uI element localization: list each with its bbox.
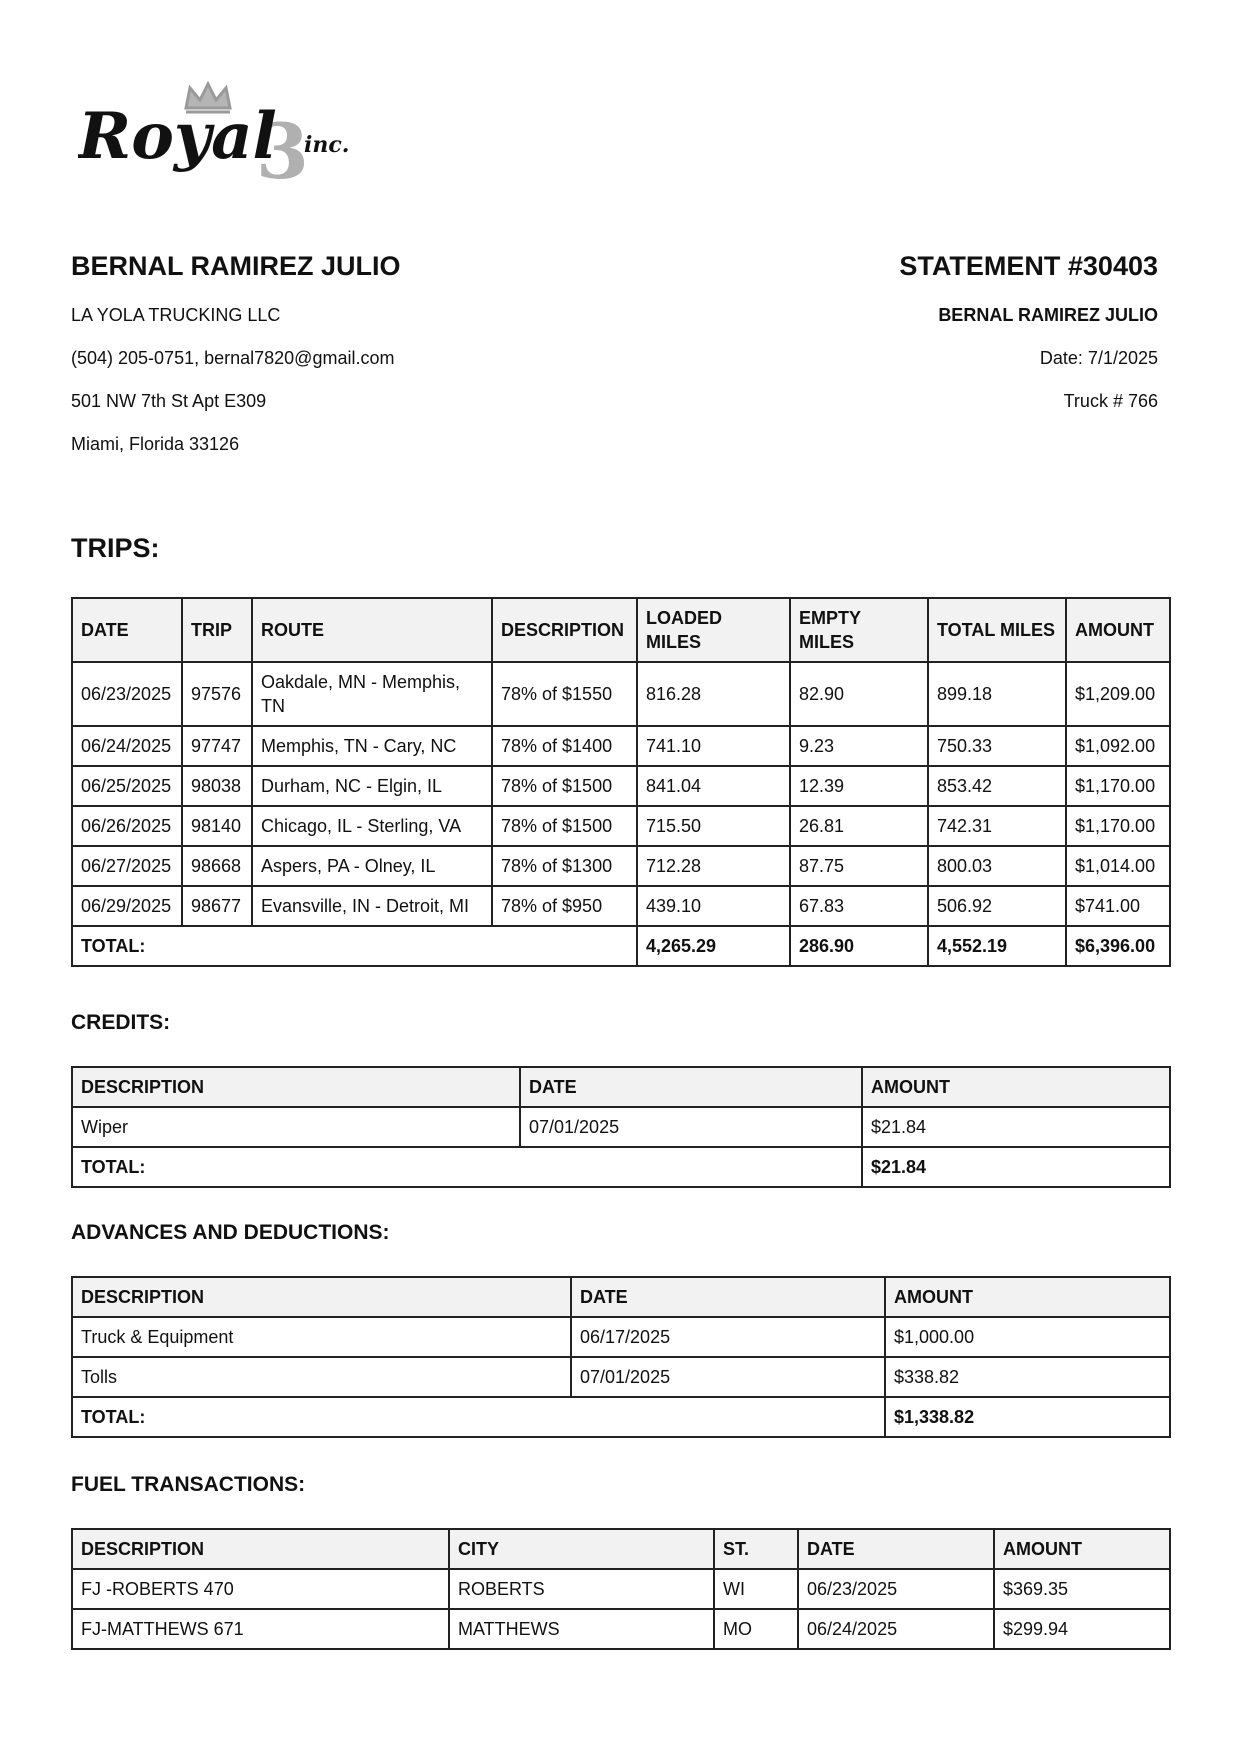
trip-description: 78% of $1500: [492, 806, 637, 846]
trip-description: 78% of $1500: [492, 766, 637, 806]
trip-total-miles: 506.92: [928, 886, 1066, 926]
table-row: [72, 766, 1170, 806]
table-row: [72, 1317, 1170, 1357]
trip-date: 06/27/2025: [72, 846, 182, 886]
col-description: DESCRIPTION: [72, 1529, 449, 1569]
trip-empty-miles: 26.81: [790, 806, 928, 846]
credits-header-row: [72, 1067, 1170, 1107]
fuel-title: FUEL TRANSACTIONS:: [71, 1473, 306, 1496]
trip-route: Chicago, IL - Sterling, VA: [252, 806, 492, 846]
driver-address-line2: Miami, Florida 33126: [71, 434, 240, 454]
trip-loaded-miles: 715.50: [637, 806, 790, 846]
trip-amount: $1,092.00: [1066, 726, 1170, 766]
fuel-description: FJ -ROBERTS 470: [72, 1569, 449, 1609]
deductions-header-row: [72, 1277, 1170, 1317]
col-city: CITY: [449, 1529, 714, 1569]
trip-date: 06/23/2025: [72, 662, 182, 726]
driver-address-line1: 501 NW 7th St Apt E309: [71, 391, 267, 411]
trip-loaded-miles: 741.10: [637, 726, 790, 766]
col-amount: AMOUNT: [862, 1067, 1170, 1107]
fuel-header-row: [72, 1529, 1170, 1569]
trip-empty-miles: 12.39: [790, 766, 928, 806]
fuel-date: 06/23/2025: [798, 1569, 994, 1609]
trip-total-miles: 750.33: [928, 726, 1066, 766]
credits-title: CREDITS:: [71, 1011, 171, 1034]
total-label: TOTAL:: [72, 926, 637, 966]
fuel-state: WI: [714, 1569, 798, 1609]
table-row: [72, 886, 1170, 926]
deduction-description: Tolls: [72, 1357, 571, 1397]
trip-number: 97747: [182, 726, 252, 766]
trip-total-miles: 853.42: [928, 766, 1066, 806]
col-description: DESCRIPTION: [72, 1277, 571, 1317]
col-empty-miles: EMPTY MILES: [790, 598, 928, 662]
fuel-state: MO: [714, 1609, 798, 1649]
credit-amount: $21.84: [862, 1107, 1170, 1147]
col-date: DATE: [72, 598, 182, 662]
deductions-total-row: [72, 1397, 1170, 1437]
logo-number: 3: [256, 107, 309, 190]
driver-info: [71, 250, 401, 476]
total-miles: 4,552.19: [928, 926, 1066, 966]
driver-company: LA YOLA TRUCKING LLC: [71, 305, 281, 325]
table-row: [72, 1357, 1170, 1397]
deduction-description: Truck & Equipment: [72, 1317, 571, 1357]
statement-driver-name: BERNAL RAMIREZ JULIO: [938, 305, 1158, 325]
credits-total-row: [72, 1147, 1170, 1187]
trip-empty-miles: 87.75: [790, 846, 928, 886]
trip-loaded-miles: 439.10: [637, 886, 790, 926]
col-date: DATE: [571, 1277, 885, 1317]
trip-date: 06/26/2025: [72, 806, 182, 846]
total-loaded-miles: 4,265.29: [637, 926, 790, 966]
table-row: [72, 1609, 1170, 1649]
trips-header-row: [72, 598, 1170, 662]
col-amount: AMOUNT: [1066, 598, 1170, 662]
table-row: [72, 1107, 1170, 1147]
trips-title: TRIPS:: [71, 533, 160, 563]
logo-suffix: inc.: [304, 132, 350, 158]
fuel-amount: $299.94: [994, 1609, 1170, 1649]
trip-description: 78% of $1400: [492, 726, 637, 766]
statement-info: [899, 250, 1158, 433]
total-label: TOTAL:: [72, 1147, 862, 1187]
trip-total-miles: 899.18: [928, 662, 1066, 726]
fuel-table: [71, 1528, 1171, 1650]
statement-date: Date: 7/1/2025: [1039, 348, 1158, 368]
trip-route: Durham, NC - Elgin, IL: [252, 766, 492, 806]
trip-empty-miles: 9.23: [790, 726, 928, 766]
deduction-amount: $1,000.00: [885, 1317, 1170, 1357]
col-description: DESCRIPTION: [72, 1067, 520, 1107]
trip-empty-miles: 82.90: [790, 662, 928, 726]
trip-amount: $1,170.00: [1066, 766, 1170, 806]
trip-number: 98677: [182, 886, 252, 926]
trip-route: Oakdale, MN - Memphis, TN: [252, 662, 492, 726]
col-trip: TRIP: [182, 598, 252, 662]
credit-date: 07/01/2025: [520, 1107, 862, 1147]
table-row: [72, 1569, 1170, 1609]
trip-loaded-miles: 816.28: [637, 662, 790, 726]
trip-loaded-miles: 712.28: [637, 846, 790, 886]
driver-name: BERNAL RAMIREZ JULIO: [71, 251, 401, 281]
trips-total-row: [72, 926, 1170, 966]
trip-empty-miles: 67.83: [790, 886, 928, 926]
trip-amount: $1,170.00: [1066, 806, 1170, 846]
col-description: DESCRIPTION: [492, 598, 637, 662]
trip-amount: $1,209.00: [1066, 662, 1170, 726]
trip-date: 06/29/2025: [72, 886, 182, 926]
table-row: [72, 726, 1170, 766]
deduction-amount: $338.82: [885, 1357, 1170, 1397]
deduction-date: 07/01/2025: [571, 1357, 885, 1397]
col-total-miles: TOTAL MILES: [928, 598, 1066, 662]
trip-route: Memphis, TN - Cary, NC: [252, 726, 492, 766]
deductions-title: ADVANCES AND DEDUCTIONS:: [71, 1221, 390, 1244]
fuel-date: 06/24/2025: [798, 1609, 994, 1649]
fuel-city: MATTHEWS: [449, 1609, 714, 1649]
trip-description: 78% of $1550: [492, 662, 637, 726]
trip-date: 06/24/2025: [72, 726, 182, 766]
statement-title: STATEMENT #30403: [899, 251, 1158, 281]
col-state: ST.: [714, 1529, 798, 1569]
deductions-table: [71, 1276, 1171, 1438]
trip-number: 97576: [182, 662, 252, 726]
trip-loaded-miles: 841.04: [637, 766, 790, 806]
trip-number: 98668: [182, 846, 252, 886]
trip-number: 98038: [182, 766, 252, 806]
statement-truck: Truck # 766: [1063, 391, 1158, 411]
col-loaded-miles: LOADED MILES: [637, 598, 790, 662]
col-amount: AMOUNT: [885, 1277, 1170, 1317]
company-logo: [78, 80, 378, 190]
trip-date: 06/25/2025: [72, 766, 182, 806]
total-amount: $1,338.82: [885, 1397, 1170, 1437]
credit-description: Wiper: [72, 1107, 520, 1147]
total-empty-miles: 286.90: [790, 926, 928, 966]
credits-table: [71, 1066, 1171, 1188]
trip-description: 78% of $1300: [492, 846, 637, 886]
fuel-description: FJ-MATTHEWS 671: [72, 1609, 449, 1649]
table-row: [72, 662, 1170, 726]
fuel-city: ROBERTS: [449, 1569, 714, 1609]
col-route: ROUTE: [252, 598, 492, 662]
trip-route: Evansville, IN - Detroit, MI: [252, 886, 492, 926]
trip-total-miles: 800.03: [928, 846, 1066, 886]
trip-amount: $741.00: [1066, 886, 1170, 926]
trip-total-miles: 742.31: [928, 806, 1066, 846]
table-row: [72, 806, 1170, 846]
driver-contact: (504) 205-0751, bernal7820@gmail.com: [71, 348, 395, 368]
total-amount: $6,396.00: [1066, 926, 1170, 966]
trip-amount: $1,014.00: [1066, 846, 1170, 886]
total-amount: $21.84: [862, 1147, 1170, 1187]
col-date: DATE: [520, 1067, 862, 1107]
trips-table: [71, 597, 1171, 967]
trip-number: 98140: [182, 806, 252, 846]
trip-route: Aspers, PA - Olney, IL: [252, 846, 492, 886]
total-label: TOTAL:: [72, 1397, 885, 1437]
logo-main: Royal: [78, 99, 277, 174]
fuel-amount: $369.35: [994, 1569, 1170, 1609]
col-amount: AMOUNT: [994, 1529, 1170, 1569]
trip-description: 78% of $950: [492, 886, 637, 926]
deduction-date: 06/17/2025: [571, 1317, 885, 1357]
table-row: [72, 846, 1170, 886]
col-date: DATE: [798, 1529, 994, 1569]
